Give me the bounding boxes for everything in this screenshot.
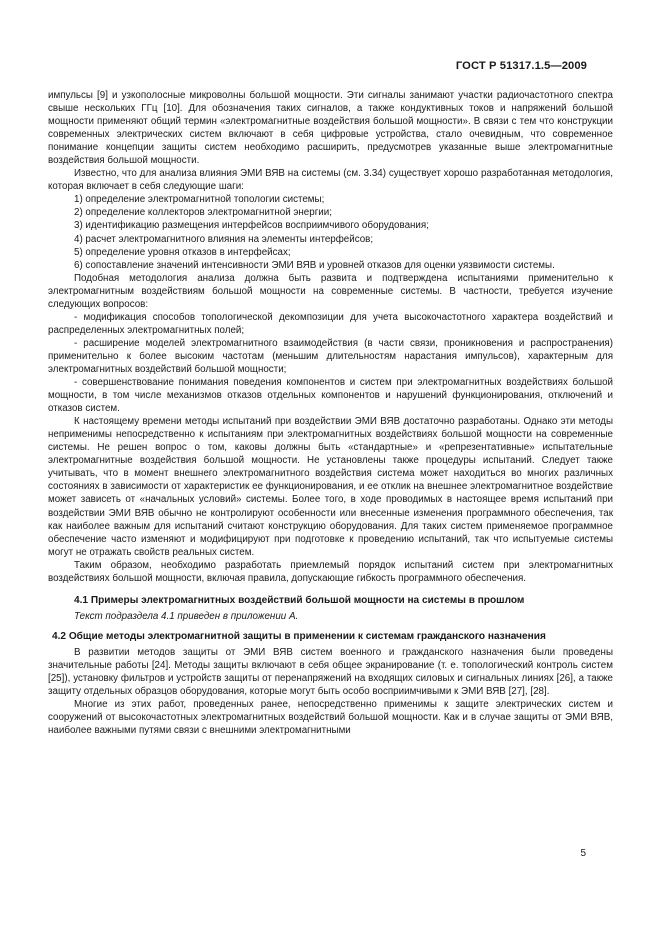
list-item: - совершенствование понимания поведения компонентов и систем при электромагнитных воздействиях большой мощности, в том числе механизмов отказов отдельных компонентов и нарушений функционирования, отключений и отказов систем. — [48, 377, 613, 415]
paragraph: Многие из этих работ, проведенных ранее, непосредственно применимы к защите электрических систем и сооружений от высокочастотных электромагнитных воздействий большой мощности. Как и в случае защиты от ЭМИ ВЯВ, наиболее важными путями связи с внешними электромагнитными — [48, 699, 613, 737]
list-item: - расширение моделей электромагнитного взаимодействия (в части связи, проникновения и распространения) применительно к более высоким частотам (меньшим длительностям нарастания импульсов), характерным для электромагнитных воздействий большой мощности; — [48, 337, 613, 375]
questions-list — [48, 311, 613, 415]
page-number: 5 — [580, 848, 586, 859]
list-item: 5) определение уровня отказов в интерфейсах; — [74, 246, 291, 258]
list-item: - модификация способов топологической декомпозиции для учета высокочастотного характера воздействий и распределенных электромагнитных полей; — [48, 311, 613, 336]
list-item: 2) определение коллекторов электромагнитной энергии; — [74, 207, 332, 219]
section-note: Текст подраздела 4.1 приведен в приложении А. — [74, 610, 299, 622]
section-heading: 4.1 Примеры электромагнитных воздействий большой мощности на системы в прошлом — [74, 594, 525, 606]
document-body — [48, 89, 613, 737]
paragraph: В развитии методов защиты от ЭМИ ВЯВ систем военного и гражданского назначения были проведены значительные работы [24]. Методы защиты включают в себя общее экранирование (т. е. топологический контроль систем [25]), установку фильтров и устройств защиты от перенапряжений на входящих силовых и сигнальных линиях [26], а также защиту отдельных образцов оборудования, которые могут быть особо восприимчивыми к ЭМИ ВЯВ [27], [28]. — [48, 646, 613, 698]
paragraph: Известно, что для анализа влияния ЭМИ ВЯВ на системы (см. 3.34) существует хорошо разработанная методология, которая включает в себя следующие шаги: — [48, 168, 613, 193]
steps-list — [48, 193, 613, 271]
paragraph: Таким образом, необходимо разработать приемлемый порядок испытаний систем при электромагнитных воздействиях большой мощности, включая правила, допускающие гибкость программного обеспечения. — [48, 559, 613, 584]
section-heading: 4.2 Общие методы электромагнитной защиты в применении к системам гражданского назначения — [52, 630, 546, 642]
document-header-id: ГОСТ Р 51317.1.5—2009 — [455, 60, 587, 72]
paragraph: Подобная методология анализа должна быть развита и подтверждена испытаниями применительно к электромагнитным воздействиям большой мощности на современные системы. В частности, требуется изучение следующих вопросов: — [48, 272, 613, 310]
paragraph: К настоящему времени методы испытаний при воздействии ЭМИ ВЯВ достаточно разработаны. Однако эти методы неприменимы непосредственно к испытаниям при электромагнитных воздействиях большой мощности на современные системы. Не решен вопрос о том, каковы должны быть «стандартные» и «репрезентативные» испытательные электромагнитные воздействия большой мощности. Не установлены также процедуры испытаний. Следует также учитывать, что в момент внешнего электромагнитного воздействия система может находиться во многих различных состояниях в зависимости от характеристик ее функционирования, и ее отклик на внешнее электромагнитное воздействие может зависеть от «начальных условий» системы. Более того, в ходе проводимых в настоящее время испытаний при воздействии ЭМИ ВЯВ обычно не контролируют особенности или внесенные изменения программного обеспечения, так как наиболее важным для испытаний считают конструкцию оборудования. Для таких систем применяемое программное обеспечение часто изменяют и модифицируют при подготовке к проведению испытаний, так что испытуемые системы могут не отражать свойств реальных систем. — [48, 416, 613, 558]
list-item: 6) сопоставление значений интенсивности ЭМИ ВЯВ и уровней отказов для оценки уязвимости системы. — [74, 259, 555, 271]
list-item: 3) идентификацию размещения интерфейсов восприимчивого оборудования; — [74, 220, 429, 232]
list-item: 4) расчет электромагнитного влияния на элементы интерфейсов; — [74, 233, 374, 245]
list-item: 1) определение электромагнитной топологии системы; — [74, 194, 325, 206]
paragraph: импульсы [9] и узкополосные микроволны большой мощности. Эти сигналы занимают участки радиочастотного спектра свыше нескольких ГГц [10]. Для обозначения таких сигналов, а также кондуктивных токов и напряжений большой мощности применяют общий термин «электромагнитные воздействия большой мощности». В связи с тем что конструкции современных электрических систем включают в себя цифровые устройства, стало очевидным, что современное понимание концепции защиты систем необходимо расширить, предусмотрев указанные выше электромагнитные воздействия большой мощности. — [48, 90, 613, 167]
